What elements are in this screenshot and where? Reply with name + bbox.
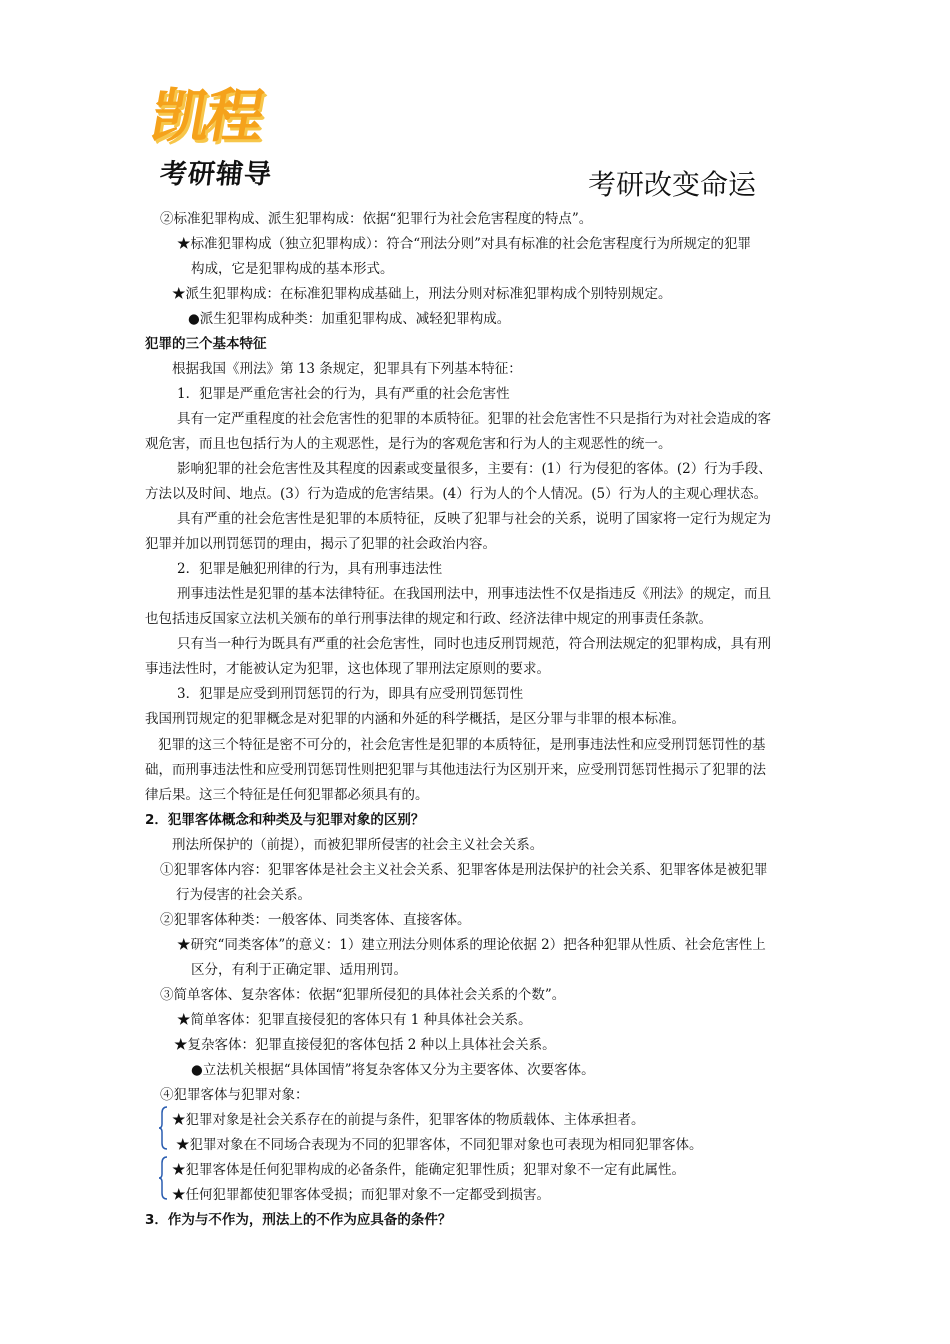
text-line: 行为侵害的社会关系。 xyxy=(176,887,311,903)
text-line: 具有一定严重程度的社会危害性的犯罪的本质特征。犯罪的社会危害性不只是指行为对社会造成的客 xyxy=(177,411,771,427)
logo-tagline: 考研辅导 xyxy=(158,159,274,190)
text-line: 观危害，而且也包括行为人的主观恶性，是行为的客观危害和行为人的主观恶性的统一。 xyxy=(145,436,672,452)
text-line: ★任何犯罪都使犯罪客体受损；而犯罪对象不一定都受到损害。 xyxy=(172,1187,550,1203)
text-line: ●派生犯罪构成种类：加重犯罪构成、减轻犯罪构成。 xyxy=(188,311,511,327)
text-line: 区分，有利于正确定罪、适用刑罚。 xyxy=(191,962,407,978)
kaicheng-logo xyxy=(146,78,300,198)
text-line: 犯罪的这三个特征是密不可分的，社会危害性是犯罪的本质特征，是刑事违法性和应受刑罚惩罚性的基 xyxy=(158,737,766,753)
text-line: 构成，它是犯罪构成的基本形式。 xyxy=(191,261,394,277)
text-line: 根据我国《刑法》第 13 条规定，犯罪具有下列基本特征： xyxy=(172,361,522,377)
text-line: ●立法机关根据“具体国情”将复杂客体又分为主要客体、次要客体。 xyxy=(191,1062,595,1078)
text-line: 刑事违法性是犯罪的基本法律特征。在我国刑法中，刑事违法性不仅是指违反《刑法》的规定，而且 xyxy=(177,586,771,602)
logo-brand-text: 凯程 xyxy=(146,82,267,150)
text-line: 础，而刑事违法性和应受刑罚惩罚性则把犯罪与其他违法行为区别开来，应受刑罚惩罚性揭示了犯罪的法 xyxy=(145,762,766,778)
text-line: ★犯罪对象是社会关系存在的前提与条件，犯罪客体的物质载体、主体承担者。 xyxy=(172,1112,645,1128)
text-line: ①犯罪客体内容：犯罪客体是社会主义社会关系、犯罪客体是刑法保护的社会关系、犯罪客体是被犯罪 xyxy=(160,862,768,878)
text-line: ④犯罪客体与犯罪对象： xyxy=(160,1087,309,1103)
header-slogan: 考研改变命运 xyxy=(588,168,757,201)
text-line: ★犯罪客体是任何犯罪构成的必备条件，能确定犯罪性质；犯罪对象不一定有此属性。 xyxy=(172,1162,685,1178)
text-line: 3．犯罪是应受到刑罚惩罚的行为，即具有应受刑罚惩罚性 xyxy=(177,686,524,702)
text-line: 2．犯罪是触犯刑律的行为，具有刑事违法性 xyxy=(177,561,443,577)
text-line: ★研究“同类客体”的意义：1）建立刑法分则体系的理论依据 2）把各种犯罪从性质、社会危害性上 xyxy=(177,937,766,953)
brace-icon xyxy=(158,1156,168,1200)
brace-icon xyxy=(158,1106,168,1150)
text-line: 也包括违反国家立法机关颁布的单行刑事法律的规定和行政、经济法律中规定的刑事责任条款。 xyxy=(145,611,712,627)
text-line: 刑法所保护的（前提），而被犯罪所侵害的社会主义社会关系。 xyxy=(172,837,544,853)
text-line: 我国刑罚规定的犯罪概念是对犯罪的内涵和外延的科学概括，是区分罪与非罪的根本标准。 xyxy=(145,711,685,727)
text-line: ★犯罪对象在不同场合表现为不同的犯罪客体，不同犯罪对象也可表现为相同犯罪客体。 xyxy=(176,1137,703,1153)
text-line: ★复杂客体：犯罪直接侵犯的客体包括 2 种以上具体社会关系。 xyxy=(174,1037,556,1053)
text-line: 犯罪并加以刑罚惩罚的理由，揭示了犯罪的社会政治内容。 xyxy=(145,536,496,552)
text-line: ★简单客体：犯罪直接侵犯的客体只有 1 种具体社会关系。 xyxy=(177,1012,532,1028)
text-line: 具有严重的社会危害性是犯罪的本质特征，反映了犯罪与社会的关系，说明了国家将一定行为规定为 xyxy=(177,511,771,527)
text-line: 1．犯罪是严重危害社会的行为，具有严重的社会危害性 xyxy=(177,386,510,402)
section-heading: 2．犯罪客体概念和种类及与犯罪对象的区别？ xyxy=(145,812,425,828)
text-line: 律后果。这三个特征是任何犯罪都必须具有的。 xyxy=(145,787,429,803)
section-heading: 犯罪的三个基本特征 xyxy=(145,336,267,352)
section-heading: 3．作为与不作为，刑法上的不作为应具备的条件？ xyxy=(145,1212,452,1228)
text-line: 方法以及时间、地点。(3）行为造成的危害结果。(4）行为人的个人情况。(5）行为人的主观心理状态。 xyxy=(145,486,768,502)
text-line: 影响犯罪的社会危害性及其程度的因素或变量很多，主要有：(1）行为侵犯的客体。(2）行为手段、 xyxy=(177,461,772,477)
text-line: ★派生犯罪构成：在标准犯罪构成基础上，刑法分则对标准犯罪构成个别特别规定。 xyxy=(172,286,672,302)
text-line: ②标准犯罪构成、派生犯罪构成：依据“犯罪行为社会危害程度的特点”。 xyxy=(160,211,593,227)
text-line: 只有当一种行为既具有严重的社会危害性，同时也违反刑罚规范，符合刑法规定的犯罪构成，具有刑 xyxy=(177,636,771,652)
text-line: 事违法性时，才能被认定为犯罪，这也体现了罪刑法定原则的要求。 xyxy=(145,661,550,677)
text-line: ★标准犯罪构成（独立犯罪构成）：符合“刑法分则”对具有标准的社会危害程度行为所规定的犯罪 xyxy=(177,236,752,252)
text-line: ③简单客体、复杂客体：依据“犯罪所侵犯的具体社会关系的个数”。 xyxy=(160,987,566,1003)
text-line: ②犯罪客体种类：一般客体、同类客体、直接客体。 xyxy=(160,912,471,928)
